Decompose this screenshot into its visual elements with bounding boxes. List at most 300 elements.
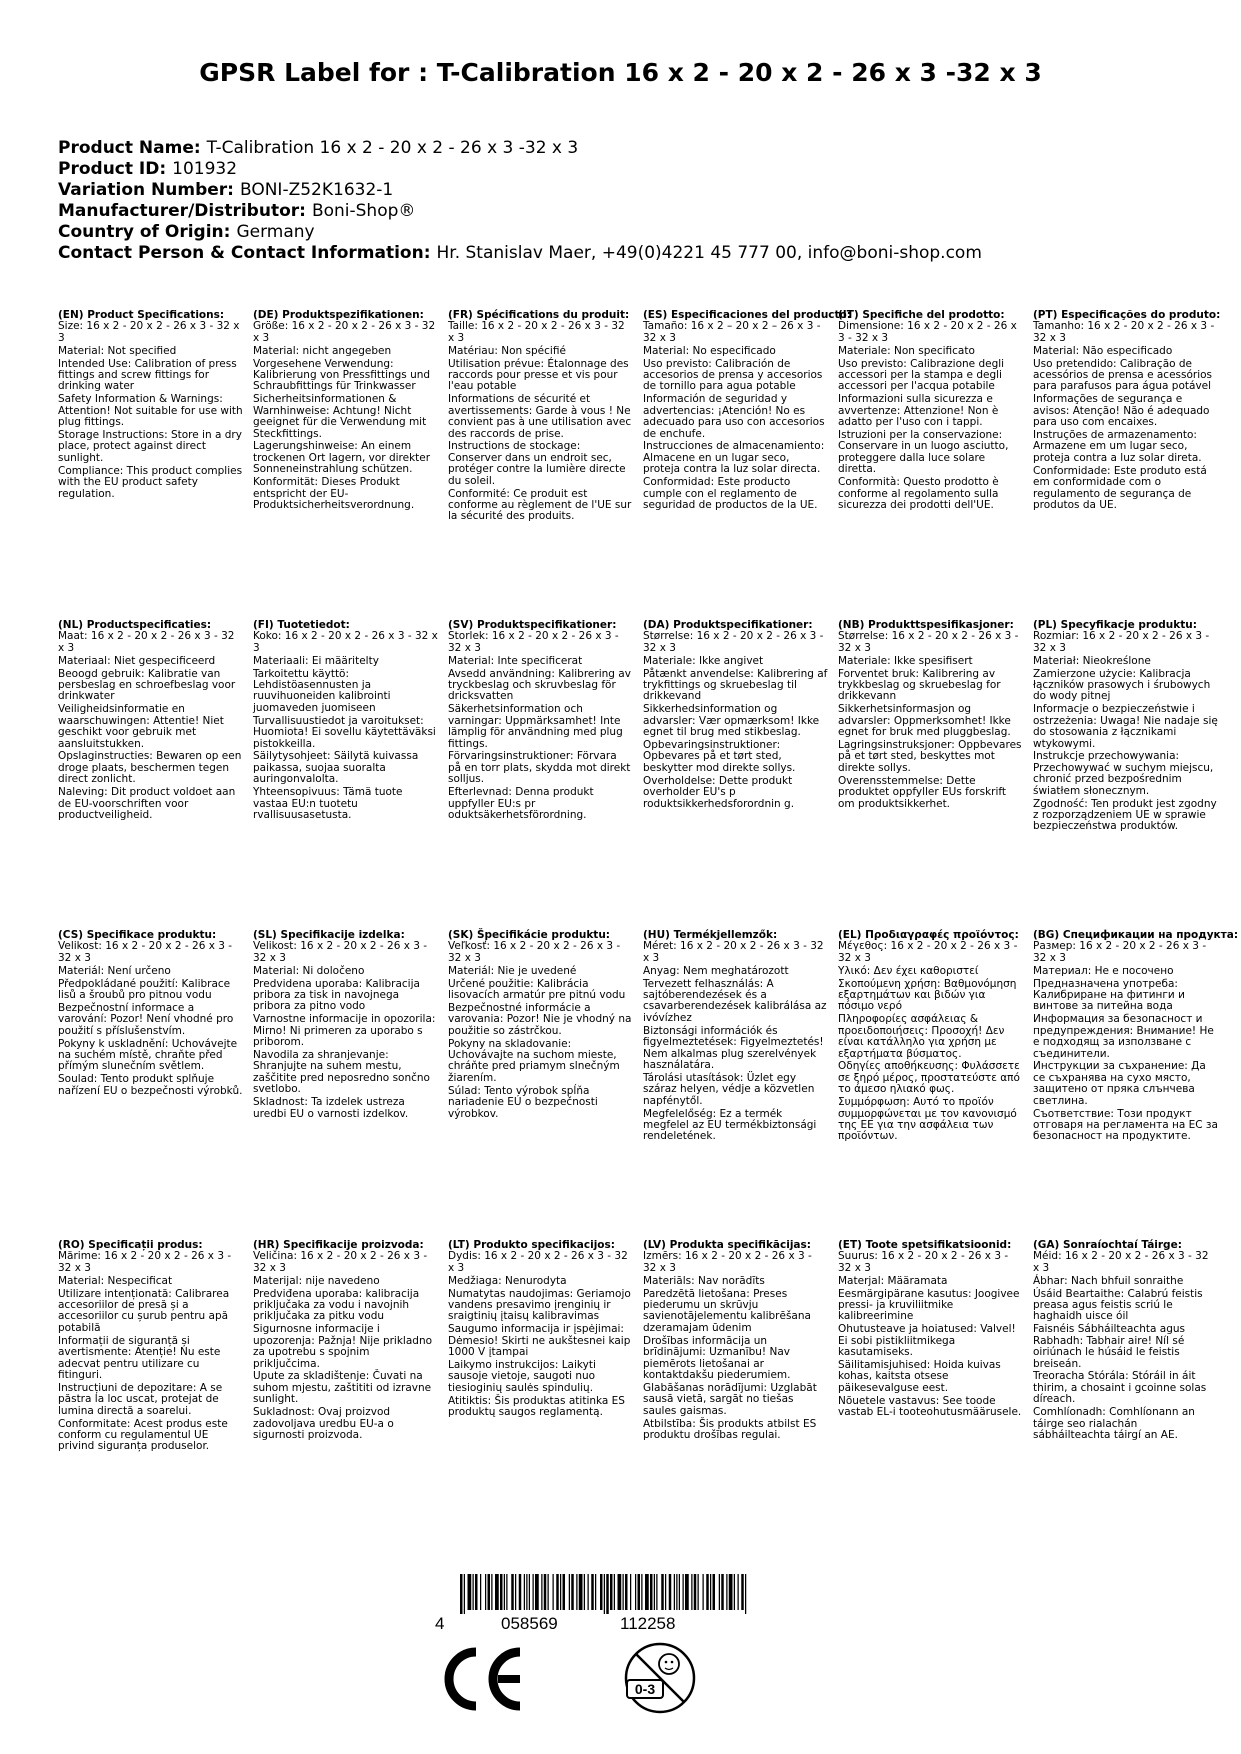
barcode-bar <box>553 1574 554 1610</box>
spec-line: Drošības informācija un brīdinājumi: Uzmanību! Nav piemērots lietošanai ar kontaktdakšu piederumiem. <box>643 1334 791 1381</box>
barcode-bar <box>721 1574 724 1610</box>
barcode-bar <box>529 1574 530 1610</box>
info-row-product-name <box>58 138 1188 159</box>
spec-line: Ábhar: Nach bhfuil sonraithe <box>1033 1274 1184 1287</box>
spec-line: Materiaali: Ei määritelty <box>253 654 379 667</box>
spec-line: Instrucciones de almacenamiento: Almacene en un lugar seco, proteja contra la luz solar directa. <box>643 440 825 476</box>
barcode-digit-first: 4 <box>435 1614 445 1633</box>
spec-line: Conformidade: Este produto está em conformidade com o regulamento de segurança de produtos da UE. <box>1033 464 1207 511</box>
spec-line: Predviđena uporaba: kalibracija priključaka za vodu i navojnih priključaka za pitku vodu <box>253 1287 420 1323</box>
barcode-bar <box>584 1574 585 1610</box>
spec-line: Lagerungshinweise: An einem trockenen Ort lagern, vor direkter Sonneneinstrahlung schützen. <box>253 440 431 476</box>
spec-line: Conformité: Ce produit est conforme au règlement de l'UE sur la sécurité des produits. <box>448 487 632 523</box>
spec-line: Laikymo instrukcijos: Laikyti sausoje vietoje, saugoti nuo tiesioginių saulės spindulių. <box>448 1359 596 1394</box>
spec-line: Materiaal: Niet gespecificeerd <box>58 654 216 667</box>
barcode-bar <box>571 1574 574 1610</box>
barcode-bar <box>726 1574 727 1610</box>
spec-heading: (CS) Specifikace produktu: <box>58 929 217 941</box>
barcode-bar <box>606 1574 609 1614</box>
spec-line: Materiale: Ikke angivet <box>643 654 764 667</box>
barcode-bar <box>710 1574 711 1610</box>
spec-line: Upute za skladištenje: Čuvati na suhom mjestu, zaštititi od izravne sunlight. <box>253 1370 432 1406</box>
barcode-bar <box>519 1574 522 1610</box>
age-label: 0-3 <box>634 1681 656 1697</box>
spec-heading: (SL) Specifikacije izdelka: <box>253 929 405 941</box>
info-row-country <box>58 222 1188 243</box>
spec-heading: (SV) Produktspecifikationer: <box>448 619 617 631</box>
spec-heading: (DE) Produktspezifikationen: <box>253 309 424 321</box>
spec-block <box>838 620 1023 812</box>
spec-heading: (DA) Produktspecifikationer: <box>643 619 813 631</box>
barcode-bar <box>591 1574 594 1610</box>
barcode <box>435 1574 755 1634</box>
spec-line: Predvidena uporaba: Kalibracija pribora za tisk in navojnega pribora za pitno vodo <box>253 977 420 1013</box>
spec-line: Material: Ni določeno <box>253 964 365 977</box>
spec-line: Treoracha Stórála: Stóráil in áit thirim, a chosaint i gcoinne solas díreach. <box>1033 1370 1207 1406</box>
ce-mark-icon <box>440 1644 530 1714</box>
barcode-bar <box>473 1574 474 1610</box>
spec-block <box>253 620 438 823</box>
barcode-bar <box>738 1574 739 1610</box>
spec-line: Säilitamisjuhised: Hoida kuivas kohas, kaitsta otsese päikesevalguse eest. <box>838 1359 1001 1394</box>
spec-line: Μέγεθος: 16 x 2 - 20 x 2 - 26 x 3 - 32 x 3 <box>838 940 1018 964</box>
barcode-digits-left: 058569 <box>501 1614 558 1633</box>
barcode-bar <box>610 1574 613 1610</box>
barcode-bar <box>638 1574 641 1610</box>
spec-line: Suurus: 16 x 2 - 20 x 2 - 26 x 3 - 32 x 3 <box>838 1250 1009 1274</box>
spec-line: Conformidad: Este producto cumple con el reglamento de seguridad de productos de la UE. <box>643 476 818 511</box>
spec-line: Méid: 16 x 2 - 20 x 2 - 26 x 3 - 32 x 3 <box>1033 1250 1209 1274</box>
spec-line: Съответствие: Този продукт отговаря на регламента на ЕС за безопасност на продуктите. <box>1033 1107 1218 1143</box>
barcode-bar <box>656 1574 657 1610</box>
spec-heading: (RO) Specificații produs: <box>58 1239 203 1251</box>
spec-line: Pokyny k uskladnění: Uchovávejte na suchém místě, chraňte před přímým slunečním světlem. <box>58 1037 238 1073</box>
spec-line: Skladnost: Ta izdelek ustreza uredbi EU o varnosti izdelkov. <box>253 1096 409 1120</box>
barcode-bar <box>630 1574 631 1610</box>
barcode-bar <box>641 1574 642 1610</box>
info-value: 101932 <box>172 159 238 179</box>
spec-line: Tarkoitettu käyttö: Lehdistöasennusten ja ruuvihuoneiden kalibrointi juomaveden juomiseen <box>253 667 391 714</box>
spec-line: Ohutusteave ja hoiatused: Valvel! Ei sobi pistikliitmikega kasutamiseks. <box>838 1323 1016 1359</box>
product-info <box>58 138 1188 264</box>
spec-line: Lagringsinstruksjoner: Oppbevares på et tørt sted, beskyttes mot direkte sollys. <box>838 739 1022 774</box>
spec-line: Dimensione: 16 x 2 - 20 x 2 - 26 x 3 - 32 x 3 <box>838 320 1017 344</box>
spec-heading: (LV) Produkta specifikācijas: <box>643 1239 811 1251</box>
spec-line: Instructions de stockage: Conserver dans un endroit sec, protéger contre la lumière directe du soleil. <box>448 440 626 487</box>
spec-line: Sukladnost: Ovaj proizvod zadovoljava uredbu EU-a o sigurnosti proizvoda. <box>253 1406 394 1441</box>
spec-line: Medžiaga: Nenurodyta <box>448 1274 567 1287</box>
spec-line: Informations de sécurité et avertissements: Garde à vous ! Ne convient pas à une utilisation avec des raccords de prise. <box>448 393 632 440</box>
spec-line: Efterlevnad: Denna produkt uppfyller EU:s pr oduktsäkerhetsförordning. <box>448 786 594 821</box>
barcode-bar <box>541 1574 542 1610</box>
spec-block <box>448 930 633 1122</box>
spec-line: Zgodność: Ten produkt jest zgodny z rozporządzeniem UE w sprawie bezpieczeństwa produktów. <box>1033 797 1217 833</box>
spec-grid <box>58 310 1241 1550</box>
spec-line: Tervezett felhasználás: A sajtóberendezések és a csavarberendezések kalibrálása az ivóvízhez <box>643 977 827 1024</box>
barcode-bar <box>560 1574 561 1610</box>
spec-block <box>1033 620 1218 834</box>
barcode-bars <box>460 1574 780 1614</box>
barcode-bar <box>625 1574 628 1610</box>
spec-block <box>58 930 243 1099</box>
info-label: Manufacturer/Distributor: <box>58 201 306 221</box>
spec-line: Tárolási utasítások: Üzlet egy száraz helyen, védje a közvetlen napfénytől. <box>643 1071 815 1107</box>
spec-line: Σκοπούμενη χρήση: Βαθμονόμηση εξαρτημάτων και βιδών για πόσιμο νερό <box>838 977 1017 1013</box>
spec-line: Safety Information & Warnings: Attention! Not suitable for use with plug fittings. <box>58 393 243 429</box>
spec-line: Sikkerhetsinformasjon og advarsler: Oppmerksomhet! Ikke egnet for bruk med pluggbeslag. <box>838 703 1011 739</box>
spec-block <box>1033 1240 1218 1443</box>
spec-line: Koko: 16 x 2 - 20 x 2 - 26 x 3 - 32 x 3 <box>253 630 438 654</box>
spec-heading: (BG) Спецификации на продукта: <box>1033 929 1239 941</box>
info-value: Boni-Shop® <box>311 201 416 221</box>
barcode-bar <box>745 1574 746 1614</box>
barcode-bar <box>515 1574 516 1610</box>
spec-line: Taille: 16 x 2 - 20 x 2 - 26 x 3 - 32 x 3 <box>448 320 625 344</box>
spec-line: Soulad: Tento produkt splňuje nařízení EU o bezpečnosti výrobků. <box>58 1073 243 1097</box>
barcode-bar <box>491 1574 492 1610</box>
spec-line: Paredzētā lietošana: Preses piederumu un skrūvju savienotājelementu kalibrēšana dzeramajam ūdenim <box>643 1287 811 1334</box>
spec-line: Størrelse: 16 x 2 - 20 x 2 - 26 x 3 - 32 x 3 <box>838 630 1019 654</box>
info-label: Product ID: <box>58 159 167 179</box>
barcode-bar <box>679 1574 680 1610</box>
age-warning-0-3-icon <box>622 1640 698 1716</box>
info-row-manufacturer <box>58 201 1188 222</box>
spec-line: Bezpečnostní informace a varování: Pozor! Není vhodné pro použití s příslušenstvím. <box>58 1001 234 1037</box>
barcode-bar <box>464 1574 465 1614</box>
spec-line: Bezpečnostné informácie a varovania: Pozor! Nie je vhodný na použitie so zástrčkou. <box>448 1001 632 1037</box>
spec-line: Méret: 16 x 2 - 20 x 2 - 26 x 3 - 32 x 3 <box>643 940 824 964</box>
info-label: Variation Number: <box>58 180 234 200</box>
spec-line: Συμμόρφωση: Αυτό το προϊόν συμμορφώνεται με τον κανονισμό της ΕΕ για την ασφάλεια των προϊόντων. <box>838 1096 1017 1143</box>
barcode-bar <box>506 1574 507 1610</box>
spec-heading: (FI) Tuotetiedot: <box>253 619 350 631</box>
certification-icons <box>440 1640 740 1720</box>
spec-line: Størrelse: 16 x 2 - 20 x 2 - 26 x 3 - 32 x 3 <box>643 630 824 654</box>
spec-block <box>58 310 243 502</box>
spec-line: Veľkosť: 16 x 2 - 20 x 2 - 26 x 3 - 32 x 3 <box>448 940 621 964</box>
spec-heading: (PT) Especificações do produto: <box>1033 309 1221 321</box>
spec-line: Instrukcje przechowywania: Przechowywać w suchym miejscu, chronić przed bezpośrednim światłem słonecznym. <box>1033 750 1214 797</box>
spec-heading: (NL) Productspecificaties: <box>58 619 212 631</box>
spec-line: Uso previsto: Calibración de accesorios de prensa y accesorios de tornillo para agua potable <box>643 357 823 393</box>
spec-line: Maat: 16 x 2 - 20 x 2 - 26 x 3 - 32 x 3 <box>58 630 235 654</box>
spec-line: Konformität: Dieses Produkt entspricht der EU-Produktsicherheitsverordnung. <box>253 476 415 511</box>
spec-line: Storage Instructions: Store in a dry place, protect against direct sunlight. <box>58 429 242 464</box>
spec-line: Conformità: Questo prodotto è conforme al regolamento sulla sicurezza dei prodotti dell'UE. <box>838 476 999 511</box>
spec-block <box>1033 929 1239 1144</box>
barcode-bar <box>676 1574 677 1610</box>
spec-heading: (NB) Produkttspesifikasjoner: <box>838 619 1014 631</box>
spec-line: Tamanho: 16 x 2 - 20 x 2 - 26 x 3 - 32 x 3 <box>1033 320 1215 344</box>
spec-line: Yhteensopivuus: Tämä tuote vastaa EU:n tuotetu rvallisuusasetusta. <box>253 786 403 821</box>
spec-line: Materjal: Määramata <box>838 1274 948 1287</box>
spec-line: Atbilstība: Šis produkts atbilst ES produktu drošības regulai. <box>643 1417 817 1441</box>
spec-row <box>58 620 1241 930</box>
barcode-bar <box>460 1574 463 1614</box>
spec-heading: (HU) Termékjellemzők: <box>643 929 778 941</box>
spec-line: Faisnéis Sábháilteachta agus Rabhadh: Tabhair aire! Níl sé oiriúnach le húsáid le feistis breiseán. <box>1033 1323 1185 1370</box>
spec-line: Οδηγίες αποθήκευσης: Φυλάσσετε σε ξηρό μέρος, προστατεύστε από το άμεσο ηλιακό φως. <box>838 1060 1020 1096</box>
barcode-bar <box>495 1574 499 1610</box>
barcode-bar <box>669 1574 672 1610</box>
spec-heading: (SK) Špecifikácie produktu: <box>448 929 611 941</box>
spec-line: Sigurnosne informacije i upozorenja: Pažnja! Nije prikladno za upotrebu s spojnim priključcima. <box>253 1323 433 1370</box>
barcode-bar <box>563 1574 566 1610</box>
barcode-bar <box>650 1574 653 1610</box>
spec-line: Información de seguridad y advertencias: ¡Atención! No es adecuado para uso con accesorios de enchufe. <box>643 393 825 440</box>
spec-heading: (LT) Produkto specifikacijos: <box>448 1239 615 1251</box>
info-row-contact <box>58 243 1188 264</box>
spec-line: Zamierzone użycie: Kalibracja łączników prasowych i śrubowych do wody pitnej <box>1033 667 1211 703</box>
spec-line: Anyag: Nem meghatározott <box>643 964 789 977</box>
spec-heading: (FR) Spécifications du produit: <box>448 309 630 321</box>
spec-heading: (PL) Specyfikacje produktu: <box>1033 619 1197 631</box>
spec-line: Materiāls: Nav norādīts <box>643 1274 765 1287</box>
spec-line: Předpokládané použití: Kalibrace lisů a šroubů pro pitnou vodu <box>58 977 231 1002</box>
spec-heading: (EL) Προδιαγραφές προϊόντος: <box>838 929 1019 941</box>
spec-line: Overensstemmelse: Dette produktet oppfyller EUs forskrift om produktsikkerhet. <box>838 774 1007 810</box>
spec-line: Размер: 16 x 2 - 20 x 2 - 26 x 3 - 32 x 3 <box>1033 940 1207 964</box>
spec-line: Material: nicht angegeben <box>253 344 392 357</box>
spec-line: Určené použitie: Kalibrácia lisovacích armatúr pre pitnú vodu <box>448 977 626 1002</box>
barcode-bar <box>729 1574 733 1610</box>
spec-line: Úsáid Beartaithe: Calabrú feistis preasa agus feistis scriú le haghaidh uisce óil <box>1033 1287 1203 1323</box>
barcode-bar <box>600 1574 603 1610</box>
spec-heading: (ET) Toote spetsifikatsioonid: <box>838 1239 1012 1251</box>
spec-line: Material: Not specified <box>58 344 177 357</box>
spec-heading: (ES) Especificaciones del producto: <box>643 309 851 321</box>
barcode-bar <box>719 1574 720 1610</box>
spec-line: Material: No especificado <box>643 344 776 357</box>
spec-line: Opbevaringsinstruktioner: Opbevares på et tørt sted, beskytter mod direkte sollys. <box>643 739 796 774</box>
barcode-bar <box>694 1574 697 1610</box>
barcode-bar <box>645 1574 649 1610</box>
barcode-bar <box>661 1574 664 1610</box>
spec-line: Nõuetele vastavus: See toode vastab EL-i tooteohutusmäärusele. <box>838 1394 1022 1419</box>
spec-heading: (IT) Specifiche del prodotto: <box>838 309 1005 321</box>
barcode-bar <box>556 1574 559 1610</box>
spec-block <box>448 1240 633 1420</box>
spec-line: Forventet bruk: Kalibrering av trykkbeslag og skruebeslag for drikkevann <box>838 667 1001 703</box>
spec-block <box>838 1240 1023 1420</box>
spec-heading: (GA) Sonraíochtaí Táirge: <box>1033 1239 1182 1251</box>
info-label: Country of Origin: <box>58 222 231 242</box>
spec-line: Veličina: 16 x 2 - 20 x 2 - 26 x 3 - 32 x 3 <box>253 1250 428 1274</box>
spec-block <box>838 310 1023 513</box>
barcode-bar <box>674 1574 675 1610</box>
spec-line: Súlad: Tento výrobok spĺňa nariadenie EÚ o bezpečnosti výrobkov. <box>448 1084 598 1120</box>
spec-line: Numatytas naudojimas: Geriamojo vandens presavimo įrenginių ir sraigtinių įtaisų kalibravimas <box>448 1287 631 1323</box>
barcode-bar <box>485 1574 486 1610</box>
barcode-bar <box>500 1574 503 1610</box>
barcode-bar <box>544 1574 547 1610</box>
spec-line: Инструкции за съхранение: Да се съхранява на сухо място, защитено от пряка слънчева светлина. <box>1033 1060 1206 1107</box>
spec-line: Instrucțiuni de depozitare: A se păstra la loc uscat, protejat de lumina directă a soarelui. <box>58 1381 223 1417</box>
spec-line: Материал: Не е посочено <box>1033 964 1174 977</box>
barcode-bar <box>475 1574 478 1610</box>
barcode-bar <box>535 1574 539 1610</box>
spec-line: Velikost: 16 x 2 - 20 x 2 - 26 x 3 - 32 x 3 <box>253 940 428 964</box>
spec-line: Säkerhetsinformation och varningar: Uppmärksamhet! Inte lämplig för användning med plug fittings. <box>448 703 623 750</box>
barcode-bar <box>604 1574 605 1614</box>
barcode-bar <box>713 1574 716 1610</box>
spec-line: Material: Não especificado <box>1033 344 1173 357</box>
spec-block <box>643 1240 828 1443</box>
barcode-bar <box>698 1574 699 1610</box>
spec-line: Πληροφορίες ασφάλειας & προειδοποιήσεις: Προσοχή! Δεν είναι κατάλληλο για χρήση με εξαρτήματα βύσματος. <box>838 1013 1005 1060</box>
spec-line: Glabāšanas norādījumi: Uzglabāt sausā vietā, sargāt no tiešas saules gaismas. <box>643 1381 817 1417</box>
spec-line: Varnostne informacije in opozorila: Mirno! Ni primeren za uporabo s priborom. <box>253 1013 436 1049</box>
spec-line: Turvallisuustiedot ja varoitukset: Huomiota! Ei sovellu käytettäväksi pistokkeilla. <box>253 714 436 750</box>
spec-block <box>58 620 243 823</box>
spec-line: Größe: 16 x 2 - 20 x 2 - 26 x 3 - 32 x 3 <box>253 320 436 344</box>
spec-line: Atitiktis: Šis produktas atitinka ES produktų saugos reglamentą. <box>448 1394 625 1419</box>
spec-line: Υλικό: Δεν έχει καθοριστεί <box>838 964 979 977</box>
spec-line: Avsedd användning: Kalibrering av tryckbeslag och skruvbeslag för dricksvatten <box>448 667 631 703</box>
spec-line: Navodila za shranjevanje: Shranjujte na suhem mestu, zaščitite pred neposredno sončno svetlobo. <box>253 1049 430 1096</box>
barcode-bar <box>576 1574 577 1610</box>
info-value: Germany <box>236 222 315 242</box>
spec-line: Material: Nespecificat <box>58 1274 173 1287</box>
barcode-bar <box>595 1574 596 1610</box>
spec-line: Säilytysohjeet: Säilytä kuivassa paikassa, suojaa suoralta auringonvalolta. <box>253 750 419 786</box>
spec-heading: (EN) Product Specifications: <box>58 309 225 321</box>
barcode-bar <box>618 1574 622 1610</box>
spec-line: Biztonsági információk és figyelmeztetések: Figyelmeztetés! Nem alkalmas plug szerelvények használatára. <box>643 1024 824 1071</box>
info-value: Hr. Stanislav Maer, +49(0)4221 45 777 00, info@boni-shop.com <box>436 243 982 263</box>
barcode-bar <box>488 1574 491 1610</box>
barcode-bar <box>524 1574 525 1610</box>
spec-line: Veiligheidsinformatie en waarschuwingen: Attentie! Niet geschikt voor gebruik met aansluitstukken. <box>58 703 224 750</box>
barcode-digits-right: 112258 <box>620 1614 676 1633</box>
spec-line: Material: Inte specificerat <box>448 654 583 667</box>
barcode-bar <box>480 1574 481 1610</box>
page-title: GPSR Label for : T-Calibration 16 x 2 - 20 x 2 - 26 x 3 -32 x 3 <box>199 58 1042 87</box>
barcode-bar <box>588 1574 589 1610</box>
spec-line: Informazioni sulla sicurezza e avvertenze: Attenzione! Non è adatto per l'uso con i tappi. <box>838 393 999 429</box>
spec-line: Materiale: Non specificato <box>838 344 975 357</box>
barcode-bar <box>635 1574 636 1610</box>
spec-block <box>643 309 851 513</box>
spec-line: Uso previsto: Calibrazione degli accessori per la stampa e degli accessori per l'acqua potabile <box>838 357 1005 393</box>
barcode-bar <box>734 1574 735 1610</box>
spec-line: Предназначена употреба: Калибриране на фитинги и винтове за питейна вода <box>1033 977 1185 1013</box>
barcode-bar <box>548 1574 549 1610</box>
spec-row <box>58 1240 1241 1550</box>
spec-line: Uso pretendido: Calibração de acessórios de prensa e acessórios para parafusos para água potável <box>1033 357 1213 393</box>
spec-line: Sicherheitsinformationen & Warnhinweise: Achtung! Nicht geeignet für die Verwendung mit Steckfittings. <box>253 393 427 440</box>
spec-row <box>58 930 1241 1240</box>
spec-line: Compliance: This product complies with the EU product safety regulation. <box>58 464 243 500</box>
barcode-bar <box>511 1574 514 1610</box>
spec-line: Istruzioni per la conservazione: Conservare in un luogo asciutto, proteggere dalla luce solare diretta. <box>838 429 1009 476</box>
spec-line: Vorgesehene Verwendung: Kalibrierung von Pressfittings und Schraubfittings für Trinkwasser <box>253 357 431 393</box>
spec-block <box>643 620 828 812</box>
spec-block <box>643 930 828 1144</box>
spec-line: Megfelelőség: Ez a termék megfelel az EU termékbiztonsági rendeletének. <box>643 1107 817 1143</box>
barcode-bar <box>683 1574 684 1610</box>
spec-line: Opslaginstructies: Bewaren op een droge plaats, beschermen tegen direct zonlicht. <box>58 750 242 786</box>
spec-line: Informacje o bezpieczeństwie i ostrzeżenia: Uwaga! Nie nadaje się do stosowania z łącznikami wtykowymi. <box>1033 703 1218 750</box>
spec-line: Size: 16 x 2 - 20 x 2 - 26 x 3 - 32 x 3 <box>58 320 240 344</box>
spec-line: Saugumo informacija ir įspėjimai: Dėmesio! Skirti ne aukštesnei kaip 1000 V įtampai <box>448 1323 631 1359</box>
spec-row <box>58 310 1241 620</box>
spec-line: Instruções de armazenamento: Armazene em um lugar seco, proteja contra a luz solar direta. <box>1033 429 1202 464</box>
spec-block <box>253 1240 438 1443</box>
spec-line: Informații de siguranță și avertismente: Atenție! Nu este adecvat pentru utilizare cu fitinguri. <box>58 1334 221 1381</box>
spec-line: Mărime: 16 x 2 - 20 x 2 - 26 x 3 - 32 x 3 <box>58 1250 232 1274</box>
spec-line: Velikost: 16 x 2 - 20 x 2 - 26 x 3 - 32 x 3 <box>58 940 233 964</box>
barcode-bar <box>703 1574 704 1610</box>
spec-block <box>253 310 438 513</box>
spec-line: Materijal: nije navedeno <box>253 1274 380 1287</box>
spec-line: Tamaño: 16 x 2 – 20 x 2 – 26 x 3 - 32 x 3 <box>643 320 821 344</box>
spec-line: Rozmiar: 16 x 2 - 20 x 2 - 26 x 3 - 32 x 3 <box>1033 630 1210 654</box>
barcode-bar <box>579 1574 583 1610</box>
barcode-bar <box>706 1574 709 1610</box>
spec-block <box>448 620 633 823</box>
info-row-variation-number <box>58 180 1188 201</box>
spec-line: Naleving: Dit product voldoet aan de EU-voorschriften voor productveiligheid. <box>58 786 236 821</box>
spec-line: Conformitate: Acest produs este conform cu regulamentul UE privind siguranța produselor. <box>58 1417 228 1453</box>
spec-line: Påtænkt anvendelse: Kalibrering af trykfittings og skruebeslag til drikkevand <box>643 667 828 703</box>
spec-line: Utilizare intenționată: Calibrarea accesoriilor de presă și a accesoriilor cu șurub pentru apă potabilă <box>58 1287 230 1334</box>
spec-line: Pokyny na skladovanie: Uchovávajte na suchom mieste, chráňte pred priamym slnečným žiarením. <box>448 1037 620 1084</box>
spec-line: Förvaringsinstruktioner: Förvara på en torr plats, skydda mot direkt solljus. <box>448 750 631 786</box>
spec-line: Matériau: Non spécifié <box>448 344 566 357</box>
spec-line: Overholdelse: Dette produkt overholder EU's p roduktsikkerhedsforordnin g. <box>643 774 795 810</box>
spec-block <box>838 930 1023 1144</box>
spec-line: Materiál: Není určeno <box>58 964 171 977</box>
barcode-bar <box>533 1574 534 1610</box>
barcode-bar <box>504 1574 505 1610</box>
barcode-bar <box>665 1574 666 1610</box>
barcode-bar <box>741 1574 744 1610</box>
spec-line: Utilisation prévue: Étalonnage des raccords pour presse et vis pour l'eau potable <box>448 357 629 393</box>
info-row-product-id <box>58 159 1188 180</box>
barcode-bar <box>526 1574 527 1610</box>
spec-line: Materiál: Nie je uvedené <box>448 964 577 977</box>
barcode-bar <box>614 1574 615 1610</box>
barcode-bar <box>623 1574 624 1610</box>
barcode-bar <box>468 1574 472 1610</box>
spec-line: Storlek: 16 x 2 - 20 x 2 - 26 x 3 - 32 x 3 <box>448 630 619 654</box>
barcode-bar <box>691 1574 692 1610</box>
barcode-bar <box>685 1574 689 1610</box>
spec-block <box>1033 309 1221 513</box>
spec-line: Intended Use: Calibration of press fittings and screw fittings for drinking water <box>58 357 237 393</box>
spec-line: Sikkerhedsinformation og advarsler: Vær opmærksom! Ikke egnet til brug med stikbeslag. <box>643 703 820 739</box>
info-value: BONI-Z52K1632-1 <box>239 180 394 200</box>
info-label: Product Name: <box>58 138 201 158</box>
spec-heading: (HR) Specifikacije proizvoda: <box>253 1239 424 1251</box>
spec-block <box>58 1240 243 1454</box>
spec-line: Информация за безопасност и предупреждения: Внимание! Не е подходящ за използване с съединители. <box>1033 1013 1214 1060</box>
info-value: T-Calibration 16 x 2 - 20 x 2 - 26 x 3 -32 x 3 <box>206 138 579 158</box>
spec-line: Comhlíonadh: Comhlíonann an táirge seo rialachán sábháilteachta táirgí an AE. <box>1033 1406 1195 1441</box>
spec-block <box>253 930 438 1122</box>
spec-line: Dydis: 16 x 2 - 20 x 2 - 26 x 3 - 32 x 3 <box>448 1250 628 1274</box>
spec-line: Eesmärgipärane kasutus: Joogivee pressi- ja kruviliitmike kalibreerimine <box>838 1287 1020 1323</box>
spec-line: Beoogd gebruik: Kalibratie van persbeslag en schroefbeslag voor drinkwater <box>58 667 236 703</box>
spec-block <box>448 310 633 524</box>
spec-line: Izmērs: 16 x 2 - 20 x 2 - 26 x 3 - 32 x 3 <box>643 1250 812 1274</box>
spec-line: Materiale: Ikke spesifisert <box>838 654 973 667</box>
spec-line: Materiał: Nieokreślone <box>1033 654 1151 667</box>
barcode-bar <box>569 1574 570 1610</box>
barcode-bar <box>654 1574 655 1610</box>
spec-line: Informações de segurança e avisos: Atenção! Não é adequado para uso com encaixes. <box>1033 393 1210 429</box>
